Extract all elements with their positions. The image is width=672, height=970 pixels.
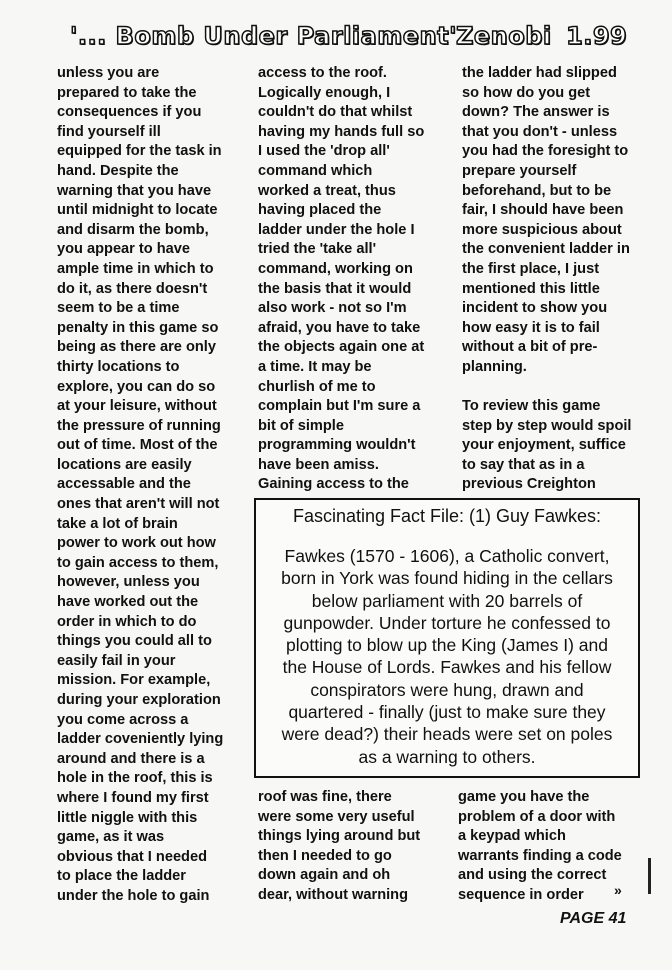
text-line: the pressure of running — [57, 417, 221, 434]
text-line: ladder coveniently lying — [57, 731, 224, 748]
magazine-name: Zenobi — [456, 22, 552, 50]
text-line: Logically enough, I — [258, 84, 391, 101]
text-line: complain but I'm sure a — [258, 398, 421, 415]
issue-number: 1.99 — [566, 22, 628, 50]
text-line: things lying around but — [258, 828, 421, 845]
text-line: born in York was found hiding in the cellars — [281, 568, 613, 589]
text-line: having placed the — [258, 202, 382, 219]
text-line: how easy it is to fail — [462, 319, 600, 336]
text-line: to place the ladder — [57, 868, 186, 885]
text-line: the first place, I just — [462, 260, 600, 277]
text-line: unless you are — [57, 65, 160, 81]
text-line: hand. Despite the — [57, 162, 179, 179]
text-line: mentioned this little — [462, 280, 600, 297]
text-line: down? The answer is — [462, 104, 610, 121]
page-label: PAGE — [560, 910, 605, 927]
text-line: churlish of me to — [258, 378, 376, 395]
text-line: roof was fine, there — [258, 789, 392, 805]
text-line: beforehand, but to be — [462, 182, 612, 199]
page-header — [70, 22, 630, 56]
text-line: you had the foresight to — [462, 143, 629, 160]
text-line: worked a treat, thus — [258, 182, 396, 199]
text-line: below parliament with 20 barrels of — [311, 590, 583, 611]
text-line: order in which to do — [57, 613, 197, 630]
text-column-1 — [57, 64, 223, 907]
text-line: being as there are only — [57, 339, 216, 356]
text-line: the House of Lords. Fawkes and his fellow — [282, 657, 612, 678]
text-line: penalty in this game so — [57, 319, 219, 336]
text-line: hole in the roof, this is — [57, 770, 213, 787]
text-line: little niggle with this — [57, 809, 198, 826]
text-line: have worked out the — [57, 594, 199, 611]
text-line: tried the 'take all' — [258, 241, 377, 258]
text-line: step by step would spoil — [462, 417, 632, 434]
text-line: fair, I should have been — [462, 202, 624, 219]
text-line: you appear to have — [57, 241, 191, 258]
text-line: quartered - finally (just to make sure they — [288, 702, 606, 723]
paragraph-gap — [462, 378, 631, 398]
text-line: to say that as in a — [462, 456, 585, 473]
fact-file-box — [254, 498, 640, 778]
text-line: to gain access to them, — [57, 554, 219, 571]
text-line: you come across a — [57, 711, 189, 728]
text-line: couldn't do that whilst — [258, 104, 413, 121]
text-line: Gaining access to the — [258, 476, 409, 493]
text-line: dear, without warning — [258, 886, 408, 903]
text-line: were dead?) their heads were set on poles — [281, 724, 613, 745]
text-line: under the hole to gain — [57, 887, 210, 904]
text-line: thirty locations to — [57, 358, 180, 375]
text-line: having my hands full so — [258, 123, 425, 140]
text-line: down again and oh — [258, 867, 391, 884]
text-line: problem of a door with — [458, 808, 616, 825]
text-line: mission. For example, — [57, 672, 211, 689]
text-line: things you could all to — [57, 633, 212, 650]
text-line: prepared to take the — [57, 84, 197, 101]
text-line: the convenient ladder in — [462, 241, 630, 258]
text-line: more suspicious about — [462, 221, 622, 238]
text-line: your enjoyment, suffice — [462, 437, 626, 454]
margin-mark — [648, 858, 651, 894]
text-line: game, as it was — [57, 829, 165, 846]
text-line: that you don't - unless — [462, 123, 618, 140]
text-line: and disarm the bomb, — [57, 221, 209, 238]
text-line: also work - not so I'm — [258, 300, 407, 317]
text-line: gunpowder. Under torture he confessed to — [283, 612, 611, 633]
text-line: a keypad which — [458, 828, 566, 845]
text-line: accessable and the — [57, 476, 191, 493]
text-line: game you have the — [458, 789, 590, 805]
text-line: have been amiss. — [258, 456, 379, 473]
page-number-value: 41 — [608, 910, 627, 927]
text-line: power to work out how — [57, 535, 216, 552]
text-line: access to the roof. — [258, 65, 387, 81]
text-line: ones that aren't will not — [57, 496, 220, 513]
text-line: at your leisure, without — [57, 398, 217, 415]
text-line: out of time. Most of the — [57, 437, 218, 454]
text-line: programming wouldn't — [258, 437, 416, 454]
text-line: around and there is a — [57, 750, 205, 767]
text-line: without a bit of pre- — [462, 339, 598, 356]
text-line: a time. It may be — [258, 358, 372, 375]
text-line: find yourself ill — [57, 123, 161, 140]
page-number — [560, 910, 626, 928]
text-line: equipped for the task in — [57, 143, 222, 160]
text-line: afraid, you have to take — [258, 319, 421, 336]
text-line: plotting to blow up the King (James I) and — [286, 635, 608, 656]
text-line: ladder under the hole I — [258, 221, 415, 238]
text-column-2-bottom — [258, 788, 420, 906]
text-column-3-top — [462, 64, 631, 495]
text-line: however, unless you — [57, 574, 200, 591]
text-line: warrants finding a code — [458, 847, 622, 864]
text-column-2-top — [258, 64, 424, 495]
text-column-3-bottom — [458, 788, 622, 906]
text-line: ample time in which to — [57, 260, 214, 277]
text-line: then I needed to go — [258, 847, 392, 864]
text-line: conspirators were hung, drawn and — [310, 679, 584, 700]
paragraph-2 — [462, 397, 631, 495]
text-line: the basis that it would — [258, 280, 412, 297]
continue-arrow-icon: » — [614, 882, 622, 898]
text-line: I used the 'drop all' — [258, 143, 390, 160]
text-line: incident to show you — [462, 300, 608, 317]
text-line: planning. — [462, 358, 527, 375]
text-line: where I found my first — [57, 789, 209, 806]
text-line: consequences if you — [57, 104, 202, 121]
fact-file-body — [256, 545, 638, 768]
fact-file-title: Fascinating Fact File: (1) Guy Fawkes: — [292, 506, 602, 526]
text-line: locations are easily — [57, 456, 192, 473]
text-line: the ladder had slipped — [462, 65, 617, 81]
text-line: until midnight to locate — [57, 202, 218, 219]
text-line: and using the correct — [458, 867, 607, 884]
text-line: easily fail in your — [57, 652, 176, 669]
text-line: explore, you can do so — [57, 378, 216, 395]
text-line: obvious that I needed — [57, 848, 208, 865]
text-line: do it, as there doesn't — [57, 280, 208, 297]
text-line: as a warning to others. — [358, 746, 536, 767]
text-line: so how do you get — [462, 84, 591, 101]
text-line: seem to be a time — [57, 300, 180, 317]
text-line: warning that you have — [57, 182, 212, 199]
text-line: command, working on — [258, 260, 413, 277]
text-line: prepare yourself — [462, 162, 577, 179]
text-line: were some very useful — [258, 808, 415, 825]
text-line: previous Creighton — [462, 476, 596, 493]
text-line: bit of simple — [258, 417, 344, 434]
text-line: sequence in order — [458, 886, 584, 903]
article-title: '... Bomb Under Parliament' — [70, 22, 457, 50]
text-line: take a lot of brain — [57, 515, 178, 532]
text-line: Fawkes (1570 - 1606), a Catholic convert, — [284, 546, 610, 566]
text-line: the objects again one at — [258, 339, 425, 356]
text-line: command which — [258, 162, 373, 179]
paragraph-1 — [462, 64, 631, 378]
text-line: To review this game — [462, 398, 601, 415]
text-line: during your exploration — [57, 692, 221, 708]
